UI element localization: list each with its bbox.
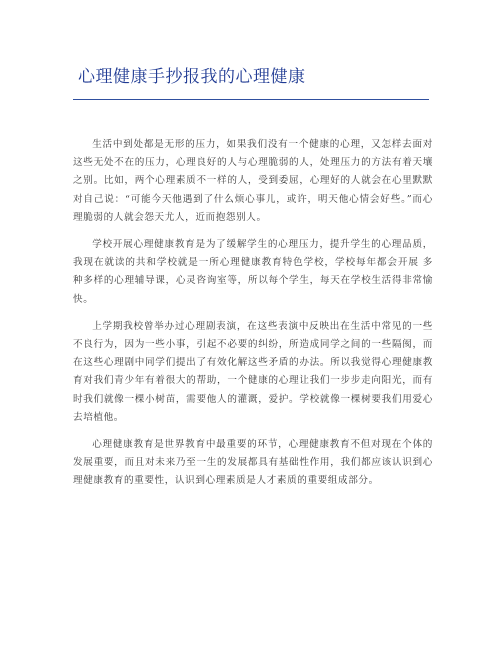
paragraph-3: 上学期我校曾举办过心理剧表演，在这些表演中反映出在生活中常见的一些不良行为，因为一些小事，引起不必要的纠纷，所造成同学之间的一些隔阂，而在这些心理剧中同学们提出了有效化解这些矛盾的办法。所以我觉得心理健康教育对我们青少年有着很大的帮助，一个健康的心理让我们一步步走向阳光，而有时我们就像一棵小树苗，需要他人的灌溉，爱护。学校就像一棵树要我们用爱心去培植他。 xyxy=(73,320,433,423)
paragraph-1: 生活中到处都是无形的压力，如果我们没有一个健康的心理，又怎样去面对这些无处不在的压力，心理良好的人与心理脆弱的人，处理压力的方法有着天壤之别。比如，两个心理素质不一样的人，受到委屈，心理好的人就会在心里默默对自己说：“可能今天他遇到了什么烦心事儿，或许，明天他心情会好些。”而心理脆弱的人就会怨天尤人，近而抱怨别人。 xyxy=(73,139,433,223)
page-title: 心理健康手抄报我的心理健康 xyxy=(78,67,306,87)
paragraph-2: 学校开展心理健康教育是为了缓解学生的心理压力，提升学生的心理品质，我现在就读的共和学校就是一所心理健康教育特色学校，学校每年都会开展 多种多样的心理辅导课，心灵咨询室等，所以每个学生，每天在学校生活得非常愉快。 xyxy=(73,239,433,305)
paragraph-4: 心理健康教育是世界教育中最重要的环节，心理健康教育不但对现在个体的发展重要，而且对未来乃至一生的发展都具有基础性作用，我们都应该认识到心理健康教育的重要性，认识到心理素质是人才素质的重要组成部分。 xyxy=(73,439,433,487)
article-body xyxy=(73,136,433,500)
title-divider xyxy=(73,99,429,100)
